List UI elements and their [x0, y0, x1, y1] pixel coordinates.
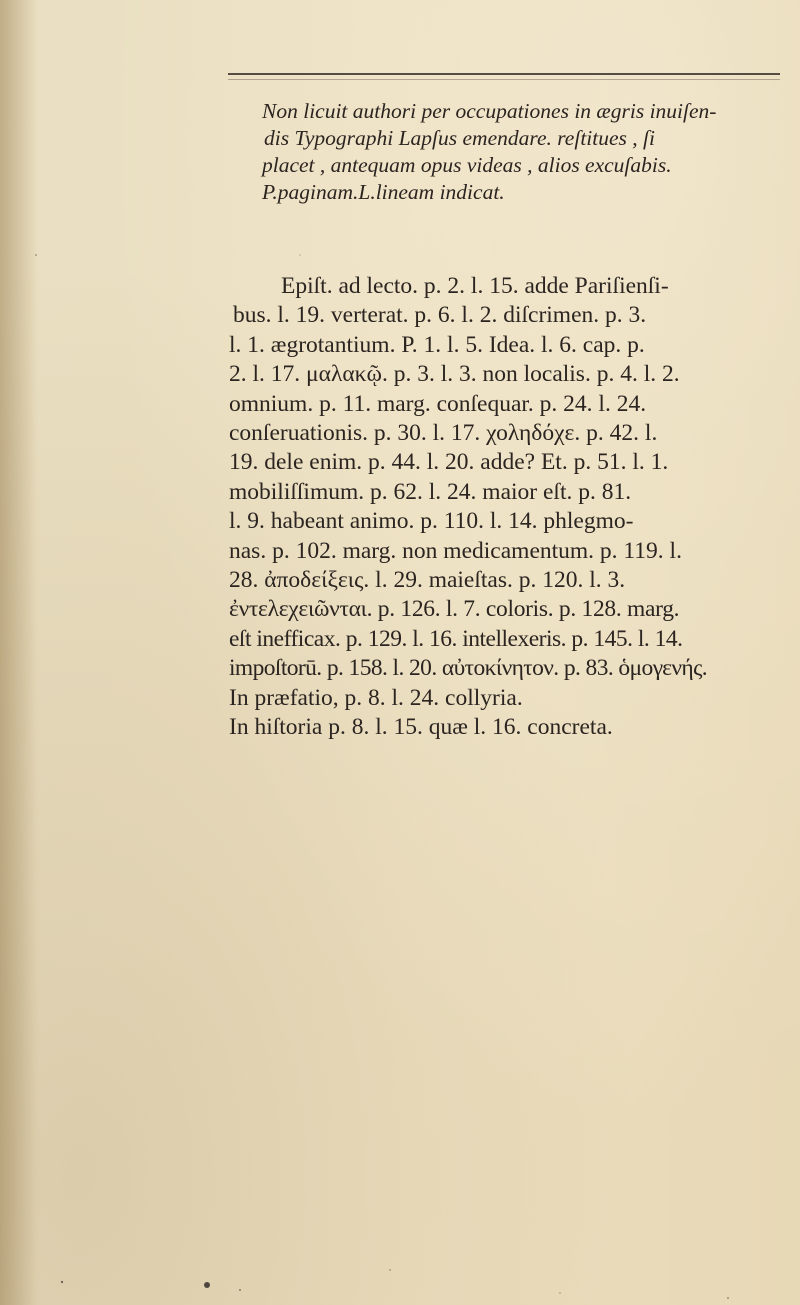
printer-note-line: placet , antequam opus videas , alios excuſabis. — [262, 153, 672, 177]
errata-line: impoſtorū. p. 158. l. 20. αὐτοκίνητον. p. 83. ὁμογενής. — [229, 655, 708, 682]
errata-line: omnium. p. 11. marg. conſequar. p. 24. l. 24. — [229, 390, 647, 417]
errata-line: eſt inefficax. p. 129. l. 16. intellexeris. p. 145. l. 14. — [229, 625, 683, 652]
errata-line: mobiliſſimum. p. 62. l. 24. maior eſt. p. 81. — [229, 478, 632, 505]
errata-line: Epiſt. ad lecto. p. 2. l. 15. adde Pariſienſi- — [281, 273, 669, 299]
errata-line: nas. p. 102. marg. non medicamentum. p. 119. l. — [229, 537, 682, 564]
errata-line: conſeruationis. p. 30. l. 17. χοληδόχε. p. 42. l. — [229, 420, 658, 447]
errata-line: 28. ἀποδείξεις. l. 29. maieſtas. p. 120. l. 3. — [229, 567, 626, 594]
errata-line: 2. l. 17. μαλακῷ. p. 3. l. 3. non localis. p. 4. l. 2. — [229, 361, 680, 388]
errata-line: ἐντελεχειῶνται. p. 126. l. 7. coloris. p. 128. marg. — [229, 596, 680, 623]
errata-line: l. 9. habeant animo. p. 110. l. 14. phlegmo- — [229, 508, 634, 535]
printer-note-line: dis Typographi Lapſus emendare. reſtitues , ſi — [264, 126, 655, 150]
errata-line: In præfatio, p. 8. l. 24. collyria. — [229, 684, 523, 711]
errata-line: bus. l. 19. verterat. p. 6. l. 2. diſcrimen. p. 3. — [233, 302, 647, 329]
errata-line: l. 1. ægrotantium. P. 1. l. 5. Idea. l. 6. cap. p. — [229, 331, 645, 358]
errata-line: In hiſtoria p. 8. l. 15. quæ l. 16. concreta. — [229, 714, 613, 741]
printer-note-line: Non licuit authori per occupationes in ægris inuiſen- — [262, 99, 717, 123]
errata-line: 19. dele enim. p. 44. l. 20. adde? Et. p. 51. l. 1. — [229, 449, 669, 476]
printer-note-line: P.paginam.L.lineam indicat. — [262, 180, 505, 204]
